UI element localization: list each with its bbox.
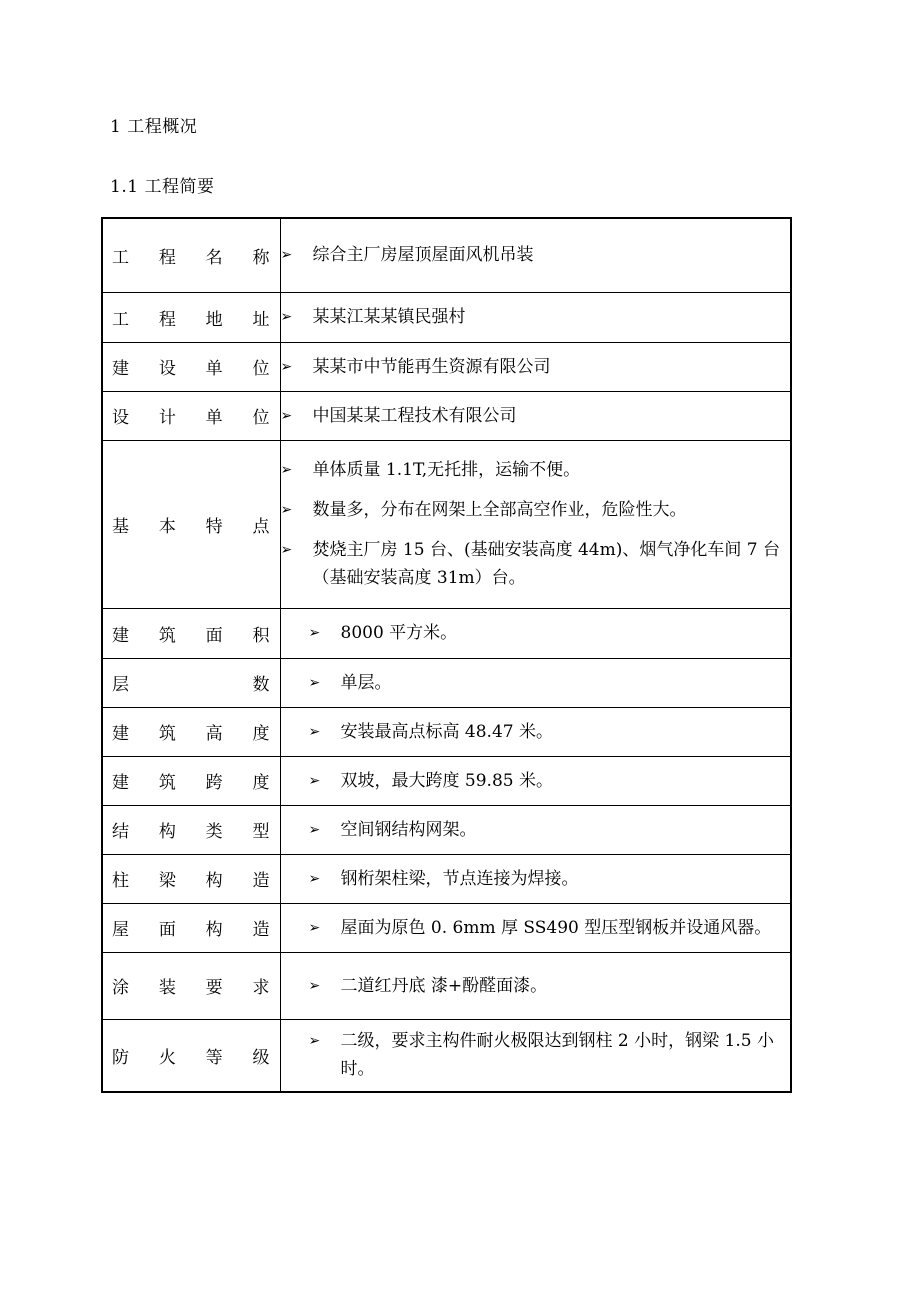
row-value-cell [280, 292, 791, 342]
row-label-char: 工 [112, 247, 129, 268]
row-label-char: 防 [112, 1047, 129, 1068]
table-row [102, 903, 791, 952]
arrow-bullet-icon: ➢ [308, 1033, 321, 1050]
row-label-char: 度 [252, 724, 270, 744]
item-text: 焚烧主厂房 15 台、(基础安装高度 44m)、烟气净化车间 7 台（基础安装高度 31m）台。 [312, 540, 780, 588]
list-item [281, 303, 791, 331]
arrow-bullet-icon: ➢ [280, 407, 293, 424]
table-row [102, 756, 791, 805]
row-value-cell [280, 903, 791, 952]
row-value-cell [280, 391, 791, 440]
row-label-char: 求 [252, 978, 270, 998]
item-text: 某某市中节能再生资源有限公司 [312, 356, 551, 377]
row-label-char: 度 [252, 773, 270, 793]
list-item [309, 767, 791, 795]
row-label-cell [102, 805, 280, 854]
table-row [102, 1019, 791, 1092]
row-label-char: 筑 [158, 773, 176, 793]
arrow-bullet-icon: ➢ [280, 309, 293, 325]
row-label-char: 址 [252, 309, 270, 330]
row-label-char: 筑 [158, 625, 176, 646]
item-text: 中国某某工程技术有限公司 [312, 405, 517, 426]
row-label-char: 屋 [112, 920, 129, 940]
row-label-char: 等 [205, 1047, 223, 1068]
row-value-cell [280, 1019, 791, 1092]
row-label-cell [102, 1019, 280, 1092]
subsection-heading: 1.1 工程简要 [110, 177, 215, 197]
table-row [102, 342, 791, 391]
item-text: 空间钢结构网架。 [340, 819, 477, 840]
arrow-bullet-icon: ➢ [308, 870, 321, 887]
row-label-char: 单 [205, 359, 223, 379]
list-item [281, 402, 791, 430]
table-row [102, 391, 791, 440]
row-value-cell [280, 707, 791, 756]
row-label-cell [102, 218, 280, 292]
row-label-char: 建 [112, 359, 129, 379]
arrow-bullet-icon: ➢ [308, 723, 321, 740]
arrow-bullet-icon: ➢ [308, 977, 321, 994]
row-label-char: 名 [205, 247, 223, 268]
list-item [281, 353, 791, 381]
row-label-char: 构 [158, 822, 176, 842]
row-label-char: 类 [205, 822, 223, 842]
table-row [102, 854, 791, 903]
row-label-char: 程 [158, 247, 176, 268]
row-label-char: 地 [205, 309, 223, 330]
row-value-cell [280, 440, 791, 608]
list-item [309, 865, 791, 893]
row-value-cell [280, 658, 791, 707]
arrow-bullet-icon: ➢ [308, 674, 321, 691]
item-text: 某某江某某镇民强村 [312, 307, 466, 327]
item-text: 数量多，分布在网架上全部高空作业，危险性大。 [312, 500, 687, 520]
section-heading: 1 工程概况 [110, 117, 198, 137]
row-label-cell [102, 391, 280, 440]
item-text: 二级，要求主构件耐火极限达到钢柱 2 小时，钢梁 1.5 小时。 [340, 1031, 774, 1080]
arrow-bullet-icon: ➢ [280, 358, 293, 375]
row-label-cell [102, 854, 280, 903]
row-label-char: 本 [158, 516, 176, 537]
row-label-char: 面 [205, 625, 223, 646]
row-value-cell [280, 608, 791, 658]
row-label-char: 面 [158, 920, 176, 940]
row-value-cell [280, 952, 791, 1019]
arrow-bullet-icon: ➢ [280, 542, 293, 558]
row-label-char: 建 [112, 724, 129, 744]
table-row [102, 292, 791, 342]
arrow-bullet-icon: ➢ [280, 462, 293, 478]
row-value-cell [280, 342, 791, 391]
row-label-char: 称 [252, 247, 270, 268]
list-item [281, 241, 791, 269]
row-label-char: 基 [112, 516, 129, 537]
row-label-char: 设 [112, 408, 129, 428]
row-label-char: 级 [252, 1047, 270, 1068]
row-value-cell [280, 805, 791, 854]
row-label-char: 型 [252, 822, 270, 842]
arrow-bullet-icon: ➢ [308, 625, 321, 641]
table-row [102, 440, 791, 608]
row-label-char: 梁 [158, 871, 176, 891]
row-label-char: 涂 [112, 978, 129, 998]
row-label-char: 柱 [112, 871, 129, 891]
row-label-char: 筑 [158, 724, 176, 744]
row-label-char: 火 [158, 1047, 176, 1068]
row-label-char: 点 [252, 516, 270, 537]
row-label-char: 要 [205, 978, 223, 998]
row-value-cell [280, 854, 791, 903]
row-label-cell [102, 292, 280, 342]
row-label-char: 位 [252, 408, 270, 428]
row-label-char: 程 [158, 309, 176, 330]
row-value-cell [280, 756, 791, 805]
row-label-cell [102, 440, 280, 608]
list-item [281, 536, 791, 592]
row-label-char: 设 [158, 359, 176, 379]
row-label-char: 结 [112, 822, 129, 842]
row-label-cell [102, 707, 280, 756]
item-text: 双坡，最大跨度 59.85 米。 [340, 770, 553, 791]
arrow-bullet-icon: ➢ [280, 247, 293, 264]
list-item [309, 914, 791, 942]
arrow-bullet-icon: ➢ [308, 772, 321, 789]
row-label-char: 数 [252, 675, 270, 695]
table-row [102, 952, 791, 1019]
row-label-char: 计 [158, 408, 176, 428]
row-label-char: 单 [205, 408, 223, 428]
table-row [102, 608, 791, 658]
row-label-char: 位 [252, 359, 270, 379]
item-text: 屋面为原色 0. 6mm 厚 SS490 型压型钢板并设通风器。 [340, 917, 772, 938]
row-label-char: 装 [158, 978, 176, 998]
row-label-char: 造 [252, 920, 270, 940]
list-item [309, 619, 791, 647]
row-label-cell [102, 342, 280, 391]
list-item [281, 456, 791, 484]
list-item [309, 718, 791, 746]
row-label-char: 积 [252, 625, 270, 646]
row-label-cell [102, 903, 280, 952]
table-row [102, 658, 791, 707]
table-row [102, 707, 791, 756]
row-label-char: 跨 [205, 773, 223, 793]
row-label-cell [102, 608, 280, 658]
row-value-cell [280, 218, 791, 292]
item-text: 二道红丹底 漆+酚醛面漆。 [340, 975, 548, 996]
table-row [102, 805, 791, 854]
arrow-bullet-icon: ➢ [308, 821, 321, 838]
item-text: 单体质量 1.1T,无托排，运输不便。 [312, 460, 581, 480]
row-label-char: 造 [252, 871, 270, 891]
item-text: 8000 平方米。 [340, 623, 458, 643]
row-label-char: 特 [205, 516, 223, 537]
item-text: 安装最高点标高 48.47 米。 [340, 721, 553, 742]
row-label-cell [102, 756, 280, 805]
row-label-char: 建 [112, 625, 129, 646]
row-label-char: 构 [205, 920, 223, 940]
arrow-bullet-icon: ➢ [308, 919, 321, 936]
list-item [309, 972, 791, 1000]
item-text: 钢桁架柱梁，节点连接为焊接。 [340, 868, 579, 889]
list-item [309, 816, 791, 844]
row-label-cell [102, 952, 280, 1019]
row-label-char: 高 [205, 724, 223, 744]
arrow-bullet-icon: ➢ [280, 502, 293, 518]
row-label-char: 构 [205, 871, 223, 891]
item-text: 单层。 [340, 672, 392, 693]
list-item [309, 669, 791, 697]
item-text: 综合主厂房屋顶屋面风机吊装 [312, 245, 534, 266]
table-row [102, 218, 791, 292]
project-overview-table [101, 217, 792, 1093]
row-label-char: 层 [112, 675, 129, 695]
row-label-char: 工 [112, 309, 129, 330]
list-item [309, 1027, 791, 1083]
row-label-cell [102, 658, 280, 707]
row-label-char: 建 [112, 773, 129, 793]
list-item [281, 496, 791, 524]
